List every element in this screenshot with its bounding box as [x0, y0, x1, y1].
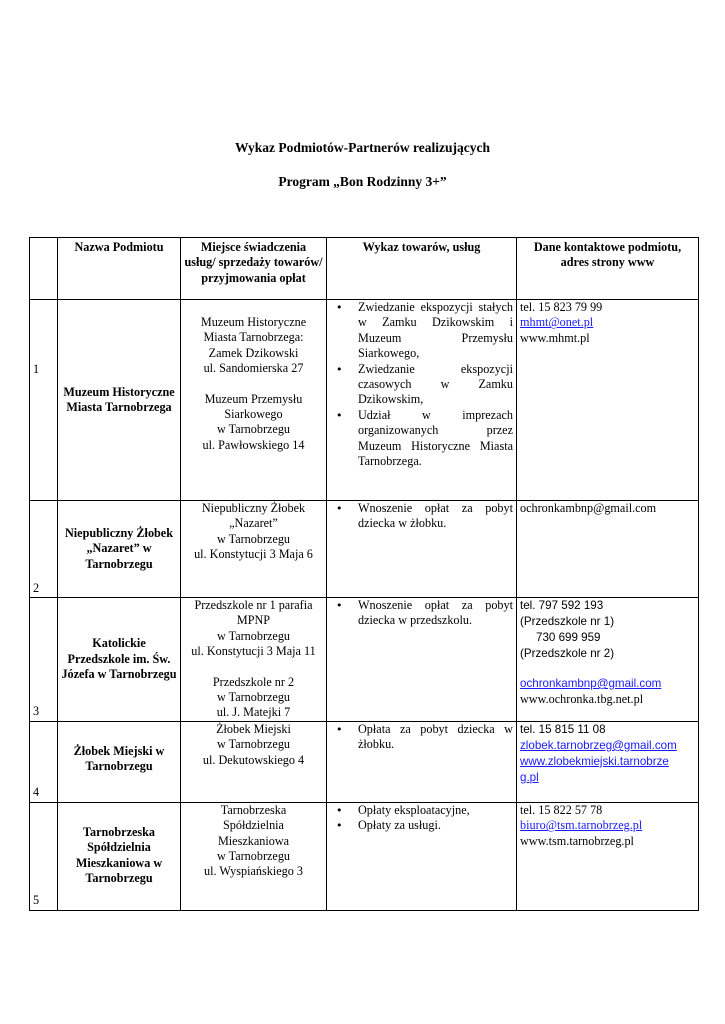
place-line: w Tarnobrzegu [216, 690, 291, 705]
service-item: • Wnoszenie opłat za pobyt dziecka w przedszkolu. [358, 598, 513, 629]
contact-email: ochronkambnp@gmail.com [520, 501, 657, 515]
place-line: Przedszkole nr 2 [212, 674, 295, 689]
row-number: 5 [30, 802, 58, 910]
place-line: ul. Sandomierska 27 [203, 361, 304, 376]
contact-website: www.tsm.tarnobrzeg.pl [520, 833, 634, 848]
place-line: „Nazaret” [229, 516, 278, 531]
table-row [30, 300, 699, 501]
contact-cell [517, 598, 699, 722]
contact-cell [517, 501, 699, 598]
header-services: Wykaz towarów, usług [327, 238, 517, 300]
document-subtitle: Program „Bon Rodzinny 3+” [278, 174, 447, 189]
table-row [30, 598, 699, 722]
place-line: w Tarnobrzegu [216, 531, 291, 546]
contact-phone: tel. 15 822 57 78 [520, 802, 603, 817]
contact-cell [517, 802, 699, 910]
services-list [330, 598, 513, 629]
contact-email-link[interactable]: biuro@tsm.tarnobrzeg.pl [520, 818, 643, 833]
entity-name: Żłobek Miejski w Tarnobrzegu [58, 721, 181, 802]
place-line: Mieszkaniowa [217, 833, 290, 848]
contact-spacer [520, 662, 695, 676]
place-line: Miasta Tarnobrzega: [203, 330, 304, 345]
place-line: Żłobek Miejski [216, 721, 291, 736]
service-item: • Udział w imprezach organizowanych przez Muzeum Historyczne Miasta Tarnobrzega. [358, 408, 513, 470]
place-line: ul. Dekutowskiego 4 [202, 752, 305, 767]
place-line: w Tarnobrzegu [216, 849, 291, 864]
contact-email-link[interactable]: zlobek.tarnobrzeg@gmail.com [520, 738, 677, 752]
place-line: ul. J. Matejki 7 [216, 705, 291, 720]
place-spacer [184, 660, 323, 675]
contact-website-link[interactable]: g.pl [520, 770, 539, 784]
document-title: Wykaz Podmiotów-Partnerów realizujących [235, 140, 490, 155]
table-row [30, 802, 699, 910]
place-cell [181, 300, 327, 501]
contact-cell [517, 721, 699, 802]
header-number [30, 238, 58, 300]
services-cell [327, 802, 517, 910]
service-item: • Opłaty za usługi. [358, 818, 513, 833]
place-line: Przedszkole nr 1 parafia [194, 598, 313, 612]
row-number: 1 [30, 300, 58, 501]
place-line: ul. Konstytucji 3 Maja 6 [194, 547, 313, 562]
place-line: Spółdzielnia [223, 818, 284, 833]
place-line: ul. Konstytucji 3 Maja 11 [191, 644, 316, 659]
header-place: Miejsce świadczenia usług/ sprzedaży towarów/ przyjmowania opłat [181, 238, 327, 300]
place-line: ul. Wyspiańskiego 3 [204, 864, 303, 879]
table-row [30, 721, 699, 802]
place-line: Zamek Dzikowski [208, 345, 299, 360]
place-line: Muzeum Przemysłu [204, 391, 303, 406]
entity-name: Katolickie Przedszkole im. Św. Józefa w Tarnobrzegu [58, 598, 181, 722]
row-number: 3 [30, 598, 58, 722]
service-item: • Wnoszenie opłat za pobyt dziecka w żłobku. [358, 501, 513, 532]
partners-table [29, 237, 699, 911]
services-cell [327, 721, 517, 802]
contact-phone: tel. 15 815 11 08 [520, 722, 606, 736]
place-line: Siarkowego [224, 407, 283, 422]
place-line: Niepubliczny Żłobek [201, 501, 306, 515]
place-line: w Tarnobrzegu [216, 737, 291, 752]
row-number: 4 [30, 721, 58, 802]
place-line: Muzeum Historyczne [200, 315, 307, 329]
place-line: MPNP [236, 613, 271, 628]
header-contact: Dane kontaktowe podmiotu, adres strony www [517, 238, 699, 300]
place-cell [181, 598, 327, 722]
place-line: ul. Pawłowskiego 14 [202, 437, 305, 452]
service-item: • Zwiedzanie ekspozycji czasowych w Zamku Dzikowskim, [358, 362, 513, 408]
services-cell [327, 300, 517, 501]
contact-cell [517, 300, 699, 501]
row-number: 2 [30, 501, 58, 598]
services-list [330, 501, 513, 532]
contact-phone: tel. 797 592 193 [520, 599, 604, 612]
contact-note: (Przedszkole nr 1) [520, 615, 615, 628]
contact-website: www.ochronka.tbg.net.pl [520, 692, 644, 706]
contact-note: (Przedszkole nr 2) [520, 647, 615, 660]
services-list [330, 300, 513, 469]
contact-phone: tel. 15 823 79 99 [520, 300, 603, 314]
contact-email-link[interactable]: mhmt@onet.pl [520, 315, 594, 330]
table-row [30, 501, 699, 598]
services-cell [327, 598, 517, 722]
place-cell [181, 802, 327, 910]
service-item: • Zwiedzanie ekspozycji stałych w Zamku Dzikowskim i Muzeum Przemysłu Siarkowego, [358, 300, 513, 362]
place-spacer [184, 377, 323, 392]
entity-name: Niepubliczny Żłobek „Nazaret” w Tarnobrzegu [58, 501, 181, 598]
contact-email-link[interactable]: ochronkambnp@gmail.com [520, 677, 662, 690]
place-line: w Tarnobrzegu [216, 628, 291, 643]
table-header-row [30, 238, 699, 300]
place-cell [181, 501, 327, 598]
place-line: w Tarnobrzegu [216, 422, 291, 437]
entity-name: Tarnobrzeska Spółdzielnia Mieszkaniowa w Tarnobrzegu [58, 802, 181, 910]
service-item: • Opłaty eksploatacyjne, [358, 803, 513, 818]
contact-phone: 730 699 959 [536, 631, 601, 644]
place-line: Tarnobrzeska [220, 802, 287, 817]
entity-name: Muzeum Historyczne Miasta Tarnobrzega [58, 300, 181, 501]
contact-website-link[interactable]: www.zlobekmiejski.tarnobrze [520, 754, 669, 768]
services-list [330, 803, 513, 834]
header-name: Nazwa Podmiotu [58, 238, 181, 300]
service-item: • Opłata za pobyt dziecka w żłobku. [358, 722, 513, 753]
services-cell [327, 501, 517, 598]
services-list [330, 722, 513, 753]
contact-website: www.mhmt.pl [520, 330, 590, 345]
place-cell [181, 721, 327, 802]
